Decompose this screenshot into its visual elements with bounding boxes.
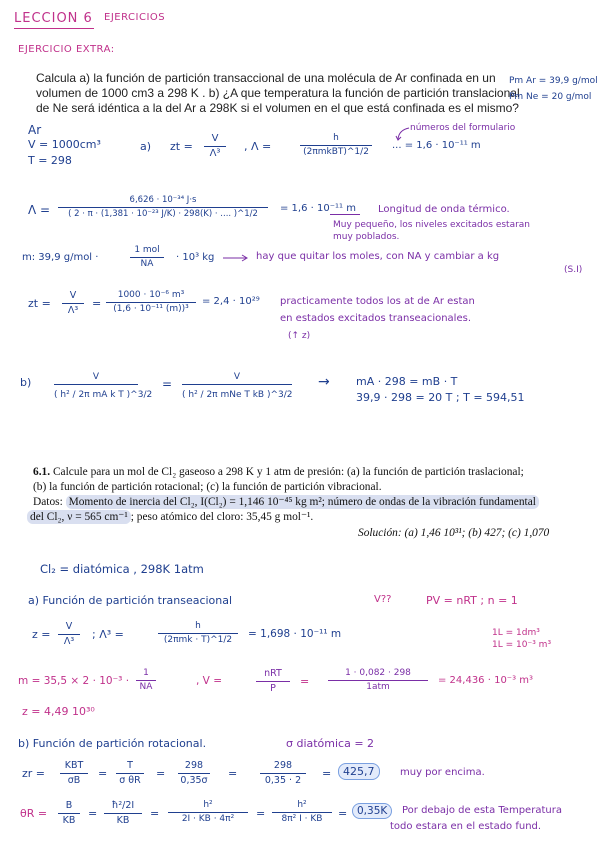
cl2-lambda3-lhs: ; Λ³ = — [92, 628, 124, 641]
cl2-volume-question: V?? — [374, 594, 392, 605]
part-b-line-1: mA · 298 = mB · T — [356, 375, 458, 388]
book-problem-data-prefix: Datos: — [33, 496, 66, 508]
part-b-right-fraction — [182, 373, 292, 400]
part-b-line-2: 39,9 · 298 = 20 T ; T = 594,51 — [356, 391, 525, 404]
cl2-z-denominator: Λ³ — [63, 635, 75, 647]
unit-conversion-1: 1L = 1dm³ — [492, 628, 540, 638]
zr-fraction-3 — [178, 761, 210, 785]
part-a-label: a) — [140, 140, 152, 153]
given-species: Ar — [28, 123, 42, 137]
cl2-sigma-note: σ diatómica = 2 — [286, 737, 375, 750]
cl2-mass-expression: m = 35,5 × 2 · 10⁻³ · — [18, 675, 130, 687]
note-connector — [330, 214, 360, 215]
lambda-lhs: , Λ = — [244, 140, 272, 153]
part-b-left-denominator: ( h² / 2π mA k T )^3/2 — [54, 390, 153, 400]
problem-line-2: volumen de 1000 cm3 a 298 K . b) ¿A que temperatura la función de partición translacional — [36, 86, 520, 100]
part-b-right-numerator: V — [233, 372, 241, 382]
cl2-z-numerator: V — [65, 621, 73, 632]
cl2-lambda3-result: = 1,698 · 10⁻¹¹ m — [248, 628, 342, 640]
zr-fraction-2 — [116, 761, 144, 785]
theta-equals-4: = — [338, 807, 348, 820]
problem-line-1: Calcula a) la función de partición transaccional de una molécula de Ar confinada en un — [36, 71, 496, 85]
book-problem-line-1 — [33, 465, 524, 479]
zr-equals-1: = — [98, 767, 108, 780]
lambda-calc-numerator: 6,626 · 10⁻³⁴ J·s — [129, 195, 197, 205]
pm-ne: Pm Ne = 20 g/mol — [509, 92, 592, 102]
theta-fraction-1 — [58, 801, 80, 825]
mass-numerator: 1 mol — [134, 245, 160, 255]
cl2-volume-numeric-numerator: 1 · 0,082 · 298 — [345, 668, 411, 678]
lambda-fraction — [300, 134, 372, 157]
zr-result — [338, 766, 380, 777]
part-b-left-numerator: V — [92, 372, 100, 382]
cl2-volume-numerator: nRT — [264, 668, 282, 679]
zr-fraction-4-numerator: 298 — [273, 760, 293, 771]
book-problem-solution: Solución: (a) 1,46 10³¹; (b) 427; (c) 1,070 — [358, 527, 550, 539]
theta-fraction-3 — [168, 801, 248, 824]
cl2-header: Cl₂ = diatómica , 298K 1atm — [40, 562, 204, 576]
cl2-z-result: z = 4,49 10³⁰ — [22, 705, 95, 718]
cl2-part-b-title: b) Función de partición rotacional. — [18, 737, 207, 750]
part-b-left-fraction — [54, 372, 153, 400]
zt-lhs: zt = — [170, 140, 193, 153]
thermal-wavelength-note: Longitud de onda térmico. — [378, 204, 510, 215]
cl2-volume-result: = 24,436 · 10⁻³ m³ — [438, 675, 534, 686]
cl2-volume-numeric-fraction — [328, 669, 428, 692]
book-problem-data-highlight-2: del Cl₂, ν = 565 cm⁻¹ — [27, 510, 131, 524]
theta-note-line-2: todo estara en el estado fund. — [390, 821, 542, 832]
zr-fraction-2-numerator: T — [127, 760, 133, 771]
cl2-z-fraction — [58, 622, 80, 646]
cl2-mass-denominator: NA — [139, 682, 153, 692]
arrow-icon — [395, 126, 415, 142]
theta-result — [352, 806, 392, 817]
zt2-equals: = — [92, 297, 102, 310]
zr-fraction-4-denominator: 0,35 · 2 — [264, 774, 302, 786]
cl2-volume-equals: = — [300, 675, 310, 688]
cl2-lambda3-numerator: h — [195, 621, 201, 631]
cl2-lambda3-fraction — [158, 622, 238, 645]
theta-fraction-4 — [272, 801, 332, 824]
excited-note-line-1: practicamente todos los at de Ar estan — [280, 296, 475, 307]
arrow-right-icon — [222, 254, 250, 262]
zt2-numerator: V — [69, 290, 77, 301]
given-volume: V = 1000cm³ — [28, 138, 101, 151]
zt2-result: = 2,4 · 10²⁹ — [202, 296, 260, 307]
mass-note-si: (S.I) — [564, 265, 583, 275]
zr-result-highlight: 425,7 — [338, 763, 380, 780]
theta-fraction-2 — [104, 801, 142, 825]
theta-fraction-2-numerator: ħ²/2I — [111, 800, 135, 811]
part-b-arrow: → — [318, 374, 330, 390]
lambda-result: ... = 1,6 · 10⁻¹¹ m — [392, 140, 481, 151]
theta-equals-3: = — [256, 807, 266, 820]
small-note-line-2: muy poblados. — [333, 232, 400, 242]
lambda-calc-lhs: Λ = — [28, 203, 51, 217]
zr-equals-4: = — [322, 767, 332, 780]
theta-fraction-3-numerator: h² — [203, 800, 213, 810]
theta-result-highlight: 0,35K — [352, 803, 392, 819]
theta-equals-2: = — [150, 807, 160, 820]
zr-fraction-4 — [260, 761, 306, 785]
theta-note-line-1: Por debajo de esta Temperatura — [402, 805, 562, 816]
problem-line-3: de Ne será idéntica a la del Ar a 298K si el volumen en el que está confinada es el mismo? — [36, 101, 519, 115]
zr-fraction-3-denominator: 0,35σ — [180, 774, 208, 786]
zr-fraction-3-numerator: 298 — [184, 760, 204, 771]
given-temperature: T = 298 — [28, 154, 72, 167]
part-b-right-denominator: ( h² / 2π mNe T kB )^3/2 — [182, 390, 293, 400]
zt2-lhs: zt = — [28, 297, 51, 310]
small-note-line-1: Muy pequeño, los niveles excitados estaran — [333, 220, 531, 230]
mass-note: hay que quitar los moles, con NA y cambiar a kg — [256, 251, 500, 262]
theta-equals-1: = — [88, 807, 98, 820]
title-underline — [14, 28, 94, 29]
theta-fraction-3-denominator: 2I · KB · 4π² — [181, 814, 235, 824]
excited-note-line-3: (↑ z) — [288, 331, 311, 341]
lesson-title: LECCION 6 — [14, 11, 93, 26]
part-b-equals: = — [162, 377, 173, 391]
zt-fraction — [204, 134, 226, 159]
lesson-subtitle: EJERCICIOS — [104, 12, 166, 23]
zt2-numeric-fraction — [106, 291, 196, 314]
zr-fraction-1-denominator: σB — [67, 774, 81, 786]
zt2-numeric-numerator: 1000 · 10⁻⁶ m³ — [117, 290, 185, 300]
zt2-numeric-denominator: (1,6 · 10⁻¹¹ (m))³ — [113, 304, 189, 314]
theta-fraction-1-numerator: B — [65, 800, 73, 811]
cl2-volume-lhs: , V = — [196, 675, 222, 687]
cl2-mass-numerator: 1 — [143, 668, 149, 678]
zr-fraction-1 — [60, 761, 88, 785]
part-b-label: b) — [20, 376, 32, 389]
theta-fraction-2-denominator: KB — [116, 814, 130, 826]
zr-note: muy por encima. — [400, 767, 485, 778]
theta-fraction-1-denominator: KB — [62, 814, 76, 826]
book-problem-line-4-rest: ; peso atómico del cloro: 35,45 g mol⁻¹. — [130, 511, 314, 523]
book-problem-line-1-text: Calcule para un mol de Cl₂ gaseoso a 298 K y 1 atm de presión: (a) la función de partición traslacional; — [50, 466, 524, 478]
unit-conversion-2: 1L = 10⁻³ m³ — [492, 640, 552, 650]
zr-equals-3: = — [228, 767, 238, 780]
zt-denominator: Λ³ — [209, 148, 221, 159]
theta-fraction-4-numerator: h² — [297, 800, 307, 810]
book-problem-number: 6.1. — [33, 466, 51, 478]
book-problem-line-3 — [33, 495, 539, 509]
lambda-numerator: h — [333, 133, 339, 143]
mass-fraction — [130, 246, 164, 269]
note-numbers-from-form: números del formulario — [410, 123, 516, 133]
pm-ar: Pm Ar = 39,9 g/mol — [509, 76, 598, 86]
zr-lhs: zr = — [22, 767, 46, 780]
cl2-lambda3-denominator: (2πmk · T)^1/2 — [163, 635, 233, 645]
cl2-z-lhs: z = — [32, 628, 51, 641]
theta-fraction-4-denominator: 8π² I · KB — [281, 814, 323, 824]
lambda-calc-denominator: ( 2 · π · (1,381 · 10⁻²³ J/K) · 298(K) · .... )^1/2 — [68, 208, 258, 219]
extra-exercise-heading: EJERCICIO EXTRA: — [18, 44, 115, 55]
mass-denominator: NA — [140, 259, 154, 269]
lambda-calc-result: = 1,6 · 10⁻¹¹ m — [280, 203, 356, 214]
cl2-part-a-title: a) Función de partición transeacional — [28, 594, 233, 607]
cl2-volume-fraction — [256, 669, 290, 693]
book-problem-line-4 — [27, 510, 313, 524]
cl2-mass-fraction — [136, 669, 156, 692]
theta-lhs: θR = — [20, 807, 48, 820]
zr-equals-2: = — [156, 767, 166, 780]
lambda-denominator: (2πmkBT)^1/2 — [303, 147, 369, 157]
excited-note-line-2: en estados excitados transeacionales. — [280, 313, 472, 324]
cl2-volume-denominator: P — [270, 682, 276, 694]
cl2-ideal-gas: PV = nRT ; n = 1 — [426, 594, 518, 607]
zr-fraction-2-denominator: σ θR — [119, 774, 141, 786]
zt2-fraction — [62, 291, 84, 315]
book-problem-data-highlight: Momento de inercia del Cl₂, I(Cl₂) = 1,146 10⁻⁴⁵ kg m²; número de ondas de la vibración fundamental — [66, 495, 539, 509]
zt2-denominator: Λ³ — [67, 304, 79, 316]
mass-prefix: m: 39,9 g/mol · — [22, 252, 99, 263]
mass-tail: · 10³ kg — [176, 252, 215, 263]
cl2-volume-numeric-denominator: 1atm — [366, 682, 390, 692]
book-problem-line-2: (b) la función de partición rotacional; (c) la función de partición vibracional. — [33, 481, 382, 493]
zr-fraction-1-numerator: KBT — [64, 760, 84, 771]
zt-numerator: V — [211, 133, 219, 144]
lambda-calc-fraction — [58, 196, 268, 218]
